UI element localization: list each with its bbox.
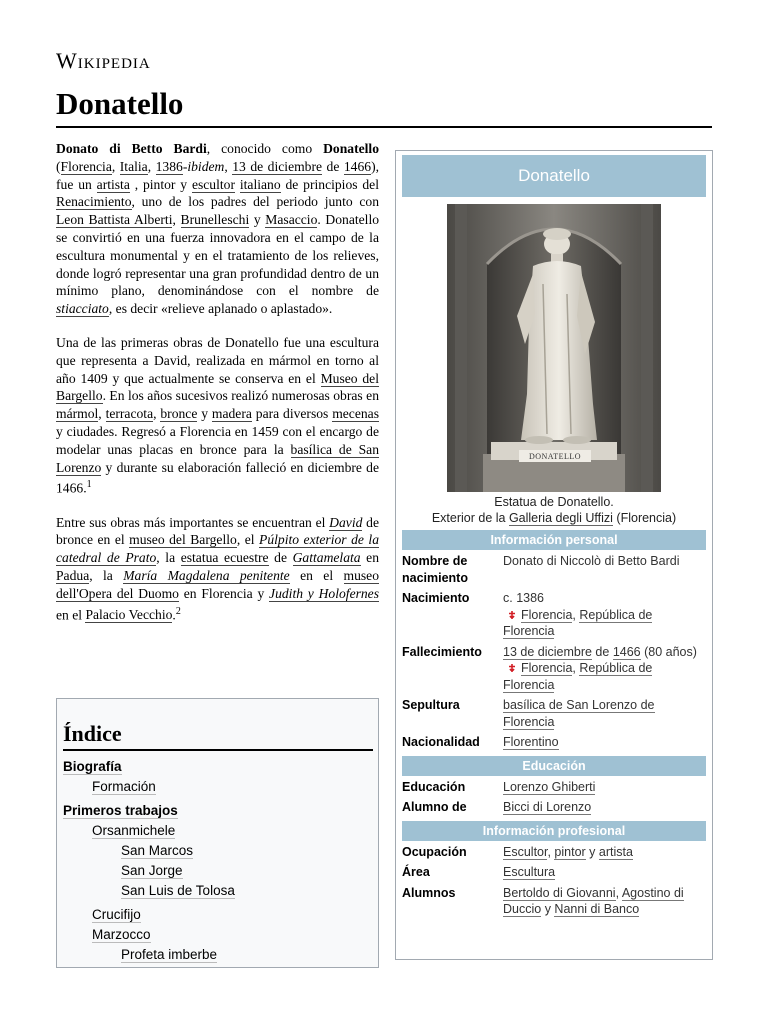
infobox-row xyxy=(402,731,706,752)
infobox-link[interactable]: pintor xyxy=(554,844,586,859)
text-run: . xyxy=(172,607,176,623)
text-run: en xyxy=(360,550,380,566)
bold-text: Donato di Betto Bardi xyxy=(56,141,207,156)
infobox-row xyxy=(402,694,706,731)
article-link[interactable]: Museo del Bargello xyxy=(56,370,379,404)
article-link[interactable]: Brunelleschi xyxy=(180,212,250,228)
page-title: Donatello xyxy=(56,86,184,121)
infobox-key: Nacionalidad xyxy=(402,735,480,749)
infobox-row xyxy=(402,882,706,919)
wikipedia-wordmark[interactable]: Wikipedia xyxy=(56,48,151,73)
bold-text: Donatello xyxy=(323,141,379,156)
infobox-link[interactable]: basílica de San Lorenzo de Florencia xyxy=(503,698,655,729)
text-run: - xyxy=(182,158,188,174)
infobox-key: Alumno de xyxy=(402,800,467,814)
statue-image xyxy=(447,204,661,492)
article-link[interactable]: Palacio Vecchio xyxy=(85,607,173,623)
infobox-section-header: Información profesional xyxy=(402,821,706,841)
lead-paragraph-3 xyxy=(56,514,379,624)
infobox-link[interactable]: Bertoldo di Giovanni xyxy=(503,885,616,900)
image-caption xyxy=(402,494,706,526)
infobox-row xyxy=(402,550,706,587)
toc-item[interactable] xyxy=(63,757,372,777)
article-link[interactable]: bronce xyxy=(160,406,198,422)
infobox-text: , xyxy=(615,885,622,900)
article-link[interactable]: artista xyxy=(96,176,130,192)
toc-item[interactable] xyxy=(63,861,372,881)
text-run: en el xyxy=(56,607,86,623)
toc-item[interactable] xyxy=(63,821,372,841)
text-run xyxy=(187,159,224,174)
toc-item-label[interactable]: Primeros trabajos xyxy=(63,803,178,818)
infobox-row xyxy=(402,641,706,695)
text-run: , la xyxy=(89,568,124,584)
infobox-link[interactable]: Nanni di Banco xyxy=(554,902,640,916)
italic-text[interactable]: stiacciato xyxy=(56,301,109,317)
florence-flag-icon xyxy=(507,663,517,673)
italic-text[interactable]: Gattamelata xyxy=(292,550,361,566)
infobox-text: y xyxy=(541,902,555,916)
article-link[interactable]: Renacimiento xyxy=(56,194,132,210)
infobox-text: , xyxy=(572,607,580,622)
infobox-value xyxy=(503,844,706,861)
infobox-title: Donatello xyxy=(402,155,706,197)
infobox-key: Área xyxy=(402,865,430,879)
table-of-contents xyxy=(56,698,379,968)
statue-plaque-text: DONATELLO xyxy=(528,452,582,461)
text-run: , conocido como xyxy=(206,141,324,156)
article-link[interactable]: 1386 xyxy=(155,158,183,174)
toc-item-label[interactable]: San Marcos xyxy=(121,843,194,858)
infobox xyxy=(395,150,713,960)
text-run: y xyxy=(197,406,212,422)
text-run: , uno de los padres del periodo junto con xyxy=(131,194,379,210)
text-run: , la xyxy=(156,550,181,566)
florence-flag-icon xyxy=(507,610,517,620)
article-link[interactable]: museo del Bargello xyxy=(129,532,237,548)
infobox-text: (80 años) xyxy=(640,644,697,659)
reference-sup[interactable]: 1 xyxy=(86,479,92,491)
text-run: . Donatello se convirtió en una fuerza innovadora en el campo de la escultura monumental y en el tratamiento de los relieves, donde logró representar una gran profundidad dentro de un mínimo plano, denominándose con el nombre de xyxy=(56,212,380,299)
lead-paragraph-2 xyxy=(56,334,379,498)
infobox-text: c. 1386 xyxy=(503,591,545,605)
infobox-link[interactable]: Florencia xyxy=(521,661,573,675)
statue-photo[interactable] xyxy=(447,204,661,492)
infobox-link[interactable]: 13 de diciembre xyxy=(503,644,592,659)
text-run: , pintor y xyxy=(129,176,192,192)
article-link[interactable]: italiano xyxy=(239,176,281,192)
article-link[interactable] xyxy=(329,515,362,531)
text-run: y ciudades. Regresó a Florencia en 1459 con el encargo de modelar unas placas en bronce para la xyxy=(56,423,379,457)
infobox-link[interactable]: República de Florencia xyxy=(503,661,653,692)
infobox-text: de xyxy=(591,644,613,659)
text-run: en el xyxy=(289,568,344,584)
infobox-link[interactable]: Escultor xyxy=(503,844,548,859)
uffizi-link[interactable]: Galleria degli Uffizi xyxy=(508,511,613,525)
infobox-link[interactable]: artista xyxy=(598,844,633,859)
article-link[interactable] xyxy=(269,586,379,602)
infobox-key: Fallecimiento xyxy=(402,644,482,659)
infobox-sections xyxy=(402,530,706,919)
italic-text[interactable]: Judith y Holofernes xyxy=(269,585,380,601)
text-run: de principios del xyxy=(280,176,379,192)
toc-item[interactable] xyxy=(63,925,372,945)
infobox-section-header: Información personal xyxy=(402,530,706,550)
toc-item[interactable] xyxy=(63,945,372,965)
infobox-value xyxy=(503,885,706,918)
infobox-value xyxy=(503,734,706,751)
lead-paragraph-1 xyxy=(56,140,379,318)
article-link[interactable]: Florencia xyxy=(60,158,112,174)
italic-text: ibidem xyxy=(187,158,225,174)
reference-sup[interactable]: 2 xyxy=(175,605,181,617)
infobox-value xyxy=(503,864,706,881)
article-link[interactable] xyxy=(123,568,289,584)
infobox-link[interactable]: 1466 xyxy=(612,644,641,659)
article-link[interactable]: Leon Battista Alberti xyxy=(56,212,173,228)
infobox-value xyxy=(503,799,706,816)
text-run: , xyxy=(153,406,161,422)
infobox-value xyxy=(503,697,706,730)
infobox-key: Nacimiento xyxy=(402,591,470,605)
text-run: Una de las primeras obras de Donatello fue una escultura que representa a David, realizada en mármol en torno al año 1409 y que actualmente se conserva en el xyxy=(56,334,379,386)
toc-item-label[interactable]: Marzocco xyxy=(92,927,151,942)
infobox-row xyxy=(402,841,706,862)
infobox-link[interactable]: Agostino di Duccio xyxy=(503,885,684,916)
infobox-link[interactable]: Bicci di Lorenzo xyxy=(503,800,592,814)
text-run: , xyxy=(111,158,120,174)
article-link[interactable]: estatua ecuestre xyxy=(180,550,269,566)
article-link[interactable]: mecenas xyxy=(332,406,379,422)
infobox-text: , xyxy=(547,844,555,859)
infobox-row xyxy=(402,796,706,817)
toc-item[interactable] xyxy=(63,905,372,925)
toc-item[interactable] xyxy=(63,777,372,797)
toc-item-label[interactable]: Orsanmichele xyxy=(92,823,176,838)
title-divider xyxy=(56,126,712,128)
article-link[interactable]: madera xyxy=(211,406,252,422)
text-run: . En los años sucesivos realizó numerosas obras en xyxy=(102,388,379,404)
italic-text[interactable]: María Magdalena penitente xyxy=(123,568,290,584)
infobox-link[interactable]: Escultura xyxy=(503,865,556,879)
infobox-link[interactable]: República de Florencia xyxy=(503,607,653,638)
article-link[interactable]: 13 de diciembre xyxy=(232,158,323,174)
text-run: de xyxy=(268,550,293,566)
caption-line-2: Exterior de la Galleria degli Uffizi (Florencia) xyxy=(431,511,677,525)
infobox-text: , xyxy=(572,661,580,675)
text-run: , es decir «relieve aplanado o aplastado». xyxy=(108,301,333,317)
infobox-key: Nombre de nacimiento xyxy=(402,554,468,585)
toc-list xyxy=(63,757,372,965)
article-body xyxy=(56,140,379,640)
infobox-value xyxy=(503,644,706,694)
infobox-key: Alumnos xyxy=(402,885,456,900)
infobox-link[interactable]: Florencia xyxy=(521,607,573,622)
italic-text[interactable]: David xyxy=(329,514,363,530)
infobox-key: Ocupación xyxy=(402,844,467,859)
article-link[interactable]: mármol xyxy=(56,406,99,422)
infobox-link[interactable]: Florentino xyxy=(503,735,559,749)
text-run: ( xyxy=(56,158,61,174)
article-link[interactable]: Masaccio xyxy=(265,212,318,228)
article-link[interactable]: museo dell'Opera del Duomo xyxy=(56,568,379,601)
text-run: , el xyxy=(236,532,260,548)
infobox-text: Donato di Niccolò di Betto Bardi xyxy=(503,554,680,568)
text-run: , xyxy=(147,158,156,174)
infobox-value xyxy=(503,779,706,796)
toc-item-label[interactable]: Crucifijo xyxy=(92,907,141,922)
article-link[interactable]: basílica de San Lorenzo xyxy=(56,441,379,475)
infobox-link[interactable]: Lorenzo Ghiberti xyxy=(503,779,596,794)
infobox-row xyxy=(402,861,706,882)
text-run: , xyxy=(224,158,233,174)
article-link[interactable] xyxy=(293,550,361,566)
infobox-text: y xyxy=(585,844,599,859)
text-run: Entre sus obras más importantes se encuentran el xyxy=(56,514,330,530)
toc-item[interactable] xyxy=(63,841,372,861)
text-run: y xyxy=(249,212,266,228)
article-link[interactable]: 1466 xyxy=(343,158,372,174)
toc-item-label[interactable]: San Luis de Tolosa xyxy=(121,883,235,898)
article-link[interactable]: escultor xyxy=(191,176,235,192)
toc-title: Índice xyxy=(63,721,373,751)
infobox-key: Educación xyxy=(402,779,466,794)
infobox-key: Sepultura xyxy=(402,698,460,712)
article-link[interactable]: Padua xyxy=(56,568,90,584)
toc-item[interactable] xyxy=(63,881,372,901)
text-run: ), fue un xyxy=(56,158,379,192)
text-run: y durante su elaboración falleció en diciembre de 1466. xyxy=(56,459,379,496)
toc-item-label[interactable]: Biografía xyxy=(63,759,122,774)
toc-item-label[interactable]: Formación xyxy=(92,779,156,794)
article-link[interactable] xyxy=(56,301,109,317)
caption-line-1: Estatua de Donatello. xyxy=(494,495,614,509)
text-run: , xyxy=(98,406,106,422)
infobox-row xyxy=(402,776,706,797)
article-link[interactable]: Italia xyxy=(119,158,148,174)
toc-item-label[interactable]: Profeta imberbe xyxy=(121,947,218,962)
text-run: en Florencia y xyxy=(178,585,270,601)
toc-item-label[interactable]: San Jorge xyxy=(121,863,183,878)
toc-item[interactable] xyxy=(63,801,372,821)
article-link[interactable]: terracota xyxy=(105,406,154,422)
infobox-value xyxy=(503,590,706,640)
italic-text[interactable]: Púlpito exterior de la catedral de Prato xyxy=(56,532,379,566)
infobox-section-header: Educación xyxy=(402,756,706,776)
text-run: de bronce en el xyxy=(56,514,379,548)
text-run: , xyxy=(172,212,181,228)
text-run: de xyxy=(322,158,344,174)
infobox-value xyxy=(503,553,706,586)
text-run: para diversos xyxy=(251,406,333,422)
infobox-row xyxy=(402,587,706,641)
